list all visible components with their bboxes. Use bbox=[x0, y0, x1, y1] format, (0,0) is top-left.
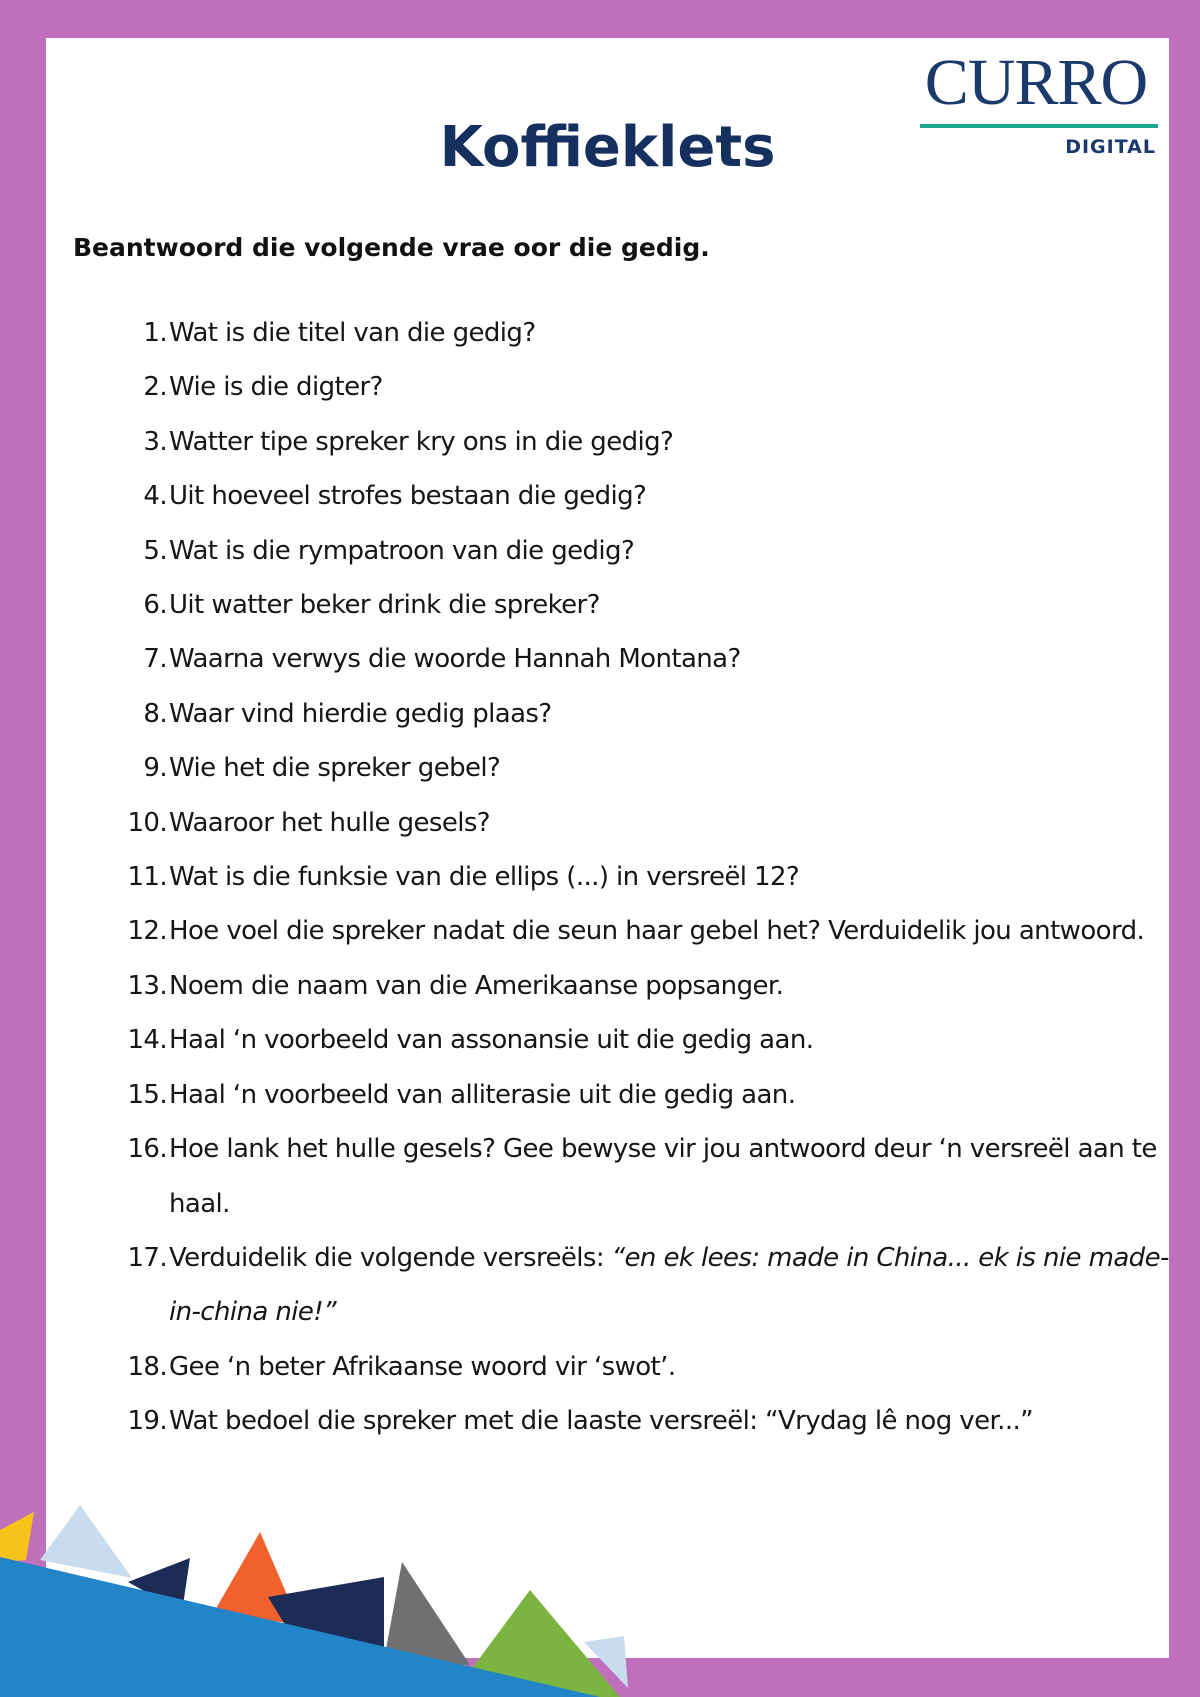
question-text-main: Verduidelik die volgende versreëls: bbox=[169, 1242, 612, 1273]
question-number: 15. bbox=[127, 1079, 167, 1110]
question-text bbox=[169, 904, 1193, 958]
question-item bbox=[73, 632, 1193, 686]
question-number: 3. bbox=[143, 426, 167, 457]
question-text-main: Wat is die funksie van die ellips (...) in versreël 12? bbox=[169, 862, 800, 893]
question-number: 17. bbox=[127, 1242, 167, 1273]
question-item bbox=[73, 687, 1193, 741]
question-number: 4. bbox=[143, 481, 167, 512]
question-text-main: Waar vind hierdie gedig plaas? bbox=[169, 698, 552, 729]
question-item bbox=[73, 1068, 1193, 1122]
question-item bbox=[73, 904, 1193, 958]
question-text bbox=[169, 1013, 1193, 1067]
question-number: 1. bbox=[143, 318, 167, 348]
question-text bbox=[169, 687, 1193, 741]
question-number: 10. bbox=[127, 807, 167, 838]
question-text-main: Haal ‘n voorbeeld van alliterasie uit die gedig aan. bbox=[169, 1079, 796, 1110]
question-item bbox=[73, 1394, 1193, 1448]
question-number: 8. bbox=[143, 698, 167, 729]
question-item bbox=[73, 1122, 1193, 1231]
question-text bbox=[169, 1340, 1193, 1394]
question-text bbox=[169, 850, 1193, 904]
worksheet-page bbox=[46, 38, 1169, 1658]
question-item bbox=[73, 741, 1193, 795]
question-item bbox=[73, 850, 1193, 904]
question-number: 2. bbox=[143, 372, 167, 403]
question-number: 12. bbox=[127, 916, 167, 947]
question-text-main: Wat is die titel van die gedig? bbox=[169, 318, 536, 348]
question-item bbox=[73, 360, 1193, 414]
question-text-main: Noem die naam van die Amerikaanse popsanger. bbox=[169, 970, 784, 1001]
question-number: 9. bbox=[143, 753, 167, 784]
question-text-main: Wat bedoel die spreker met die laaste versreël: “Vrydag lê nog ver...” bbox=[169, 1406, 1034, 1437]
question-item bbox=[73, 959, 1193, 1013]
question-number: 14. bbox=[127, 1025, 167, 1056]
yellow-triangle bbox=[0, 1512, 34, 1562]
question-text bbox=[169, 1231, 1193, 1340]
question-item bbox=[73, 524, 1193, 578]
question-item bbox=[73, 469, 1193, 523]
question-text bbox=[169, 524, 1193, 578]
question-number: 5. bbox=[143, 535, 167, 566]
question-text-main: Gee ‘n beter Afrikaanse woord vir ‘swot’. bbox=[169, 1351, 676, 1382]
question-text bbox=[169, 632, 1193, 686]
question-text bbox=[169, 469, 1193, 523]
question-number: 6. bbox=[143, 590, 167, 621]
question-text-main: Wat is die rympatroon van die gedig? bbox=[169, 535, 635, 566]
question-text bbox=[169, 1068, 1193, 1122]
question-text-main: Wie het die spreker gebel? bbox=[169, 753, 501, 784]
question-text-main: Uit hoeveel strofes bestaan die gedig? bbox=[169, 481, 647, 512]
question-quote: “en ek lees: made in China... ek is nie made-in-china nie!” bbox=[169, 1242, 1169, 1328]
question-text bbox=[169, 360, 1193, 414]
question-text-main: Wie is die digter? bbox=[169, 372, 383, 403]
question-text bbox=[169, 306, 1193, 360]
question-item bbox=[73, 1013, 1193, 1067]
question-text-main: Waaroor het hulle gesels? bbox=[169, 807, 491, 838]
question-text bbox=[169, 1122, 1193, 1231]
question-text-main: Haal ‘n voorbeeld van assonansie uit die gedig aan. bbox=[169, 1025, 814, 1056]
question-text bbox=[169, 415, 1193, 469]
question-text bbox=[169, 959, 1193, 1013]
question-text bbox=[169, 796, 1193, 850]
question-text bbox=[169, 578, 1193, 632]
page-title: Koffieklets bbox=[439, 115, 776, 180]
question-text-main: Waarna verwys die woorde Hannah Montana? bbox=[169, 644, 741, 675]
question-text-main: Uit watter beker drink die spreker? bbox=[169, 590, 600, 621]
logo-subtitle: DIGITAL bbox=[1065, 136, 1156, 158]
question-number: 7. bbox=[143, 644, 167, 675]
question-number: 11. bbox=[127, 862, 167, 893]
question-number: 13. bbox=[127, 970, 167, 1001]
question-number: 16. bbox=[127, 1134, 167, 1165]
question-text-main: Hoe lank het hulle gesels? Gee bewyse vir jou antwoord deur ‘n versreël aan te haal. bbox=[169, 1134, 1157, 1219]
question-item bbox=[73, 415, 1193, 469]
question-item bbox=[73, 306, 1193, 360]
question-list bbox=[73, 306, 1193, 1449]
question-text bbox=[169, 1394, 1193, 1448]
question-text-main: Hoe voel die spreker nadat die seun haar gebel het? Verduidelik jou antwoord. bbox=[169, 916, 1145, 947]
question-number: 19. bbox=[127, 1406, 167, 1437]
instruction-text: Beantwoord die volgende vrae oor die gedig. bbox=[73, 233, 710, 262]
question-item bbox=[73, 578, 1193, 632]
question-text-main: Watter tipe spreker kry ons in die gedig? bbox=[169, 426, 674, 457]
question-item bbox=[73, 1231, 1193, 1340]
question-number: 18. bbox=[127, 1351, 167, 1382]
question-text bbox=[169, 741, 1193, 795]
question-item bbox=[73, 796, 1193, 850]
question-item bbox=[73, 1340, 1193, 1394]
logo-wordmark: CURRO bbox=[924, 46, 1148, 119]
